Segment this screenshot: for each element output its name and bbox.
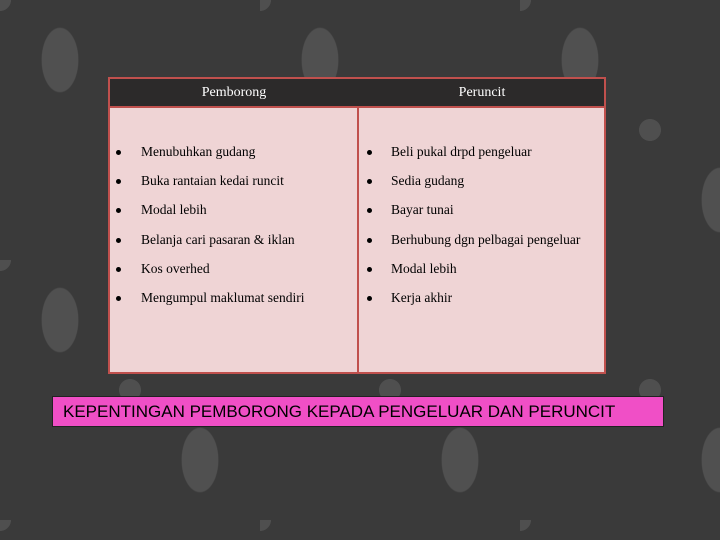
table-body xyxy=(110,108,604,372)
list-item xyxy=(110,290,358,319)
bullet-icon xyxy=(367,150,372,155)
bullet-icon xyxy=(116,179,121,184)
peruncit-list xyxy=(359,144,607,319)
list-item xyxy=(110,261,358,290)
bullet-icon xyxy=(116,296,121,301)
list-item xyxy=(359,202,607,231)
list-item xyxy=(359,232,607,261)
bullet-icon xyxy=(116,150,121,155)
column-peruncit xyxy=(359,108,607,372)
list-item xyxy=(359,290,607,319)
list-item xyxy=(359,173,607,202)
comparison-table xyxy=(108,77,606,374)
list-item-text: Mengumpul maklumat sendiri xyxy=(141,289,305,305)
list-item-text: Bayar tunai xyxy=(391,202,454,218)
list-item xyxy=(359,261,607,290)
pemborong-list xyxy=(110,144,358,319)
list-item-text: Kerja akhir xyxy=(391,289,453,305)
slide-title-banner: KEPENTINGAN PEMBORONG KEPADA PENGELUAR DAN PERUNCIT xyxy=(52,396,664,427)
bullet-icon xyxy=(367,267,372,272)
list-item-text: Menubuhkan gudang xyxy=(141,144,256,159)
list-item xyxy=(110,232,358,261)
bullet-icon xyxy=(116,267,121,272)
header-pemborong: Pemborong xyxy=(201,85,267,100)
bullet-icon xyxy=(367,179,372,184)
bullet-icon xyxy=(367,238,372,243)
list-item-text: Beli pukal drpd pengeluar xyxy=(391,144,532,159)
list-item-text: Sedia gudang xyxy=(391,173,465,189)
list-item-text: Buka rantaian kedai runcit xyxy=(141,173,284,189)
list-item-text: Modal lebih xyxy=(141,202,207,218)
list-item-text: Kos overhed xyxy=(141,260,210,276)
header-peruncit: Peruncit xyxy=(458,85,506,100)
list-item-text: Belanja cari pasaran & iklan xyxy=(141,231,295,247)
list-item xyxy=(359,144,607,173)
list-item-text: Modal lebih xyxy=(391,260,457,276)
list-item-text: Berhubung dgn pelbagai pengeluar xyxy=(391,231,581,247)
column-pemborong xyxy=(110,108,358,372)
list-item xyxy=(110,144,358,173)
table-header-row xyxy=(110,79,604,108)
bullet-icon xyxy=(116,208,121,213)
list-item xyxy=(110,173,358,202)
bullet-icon xyxy=(367,208,372,213)
bullet-icon xyxy=(116,238,121,243)
list-item xyxy=(110,202,358,231)
bullet-icon xyxy=(367,296,372,301)
